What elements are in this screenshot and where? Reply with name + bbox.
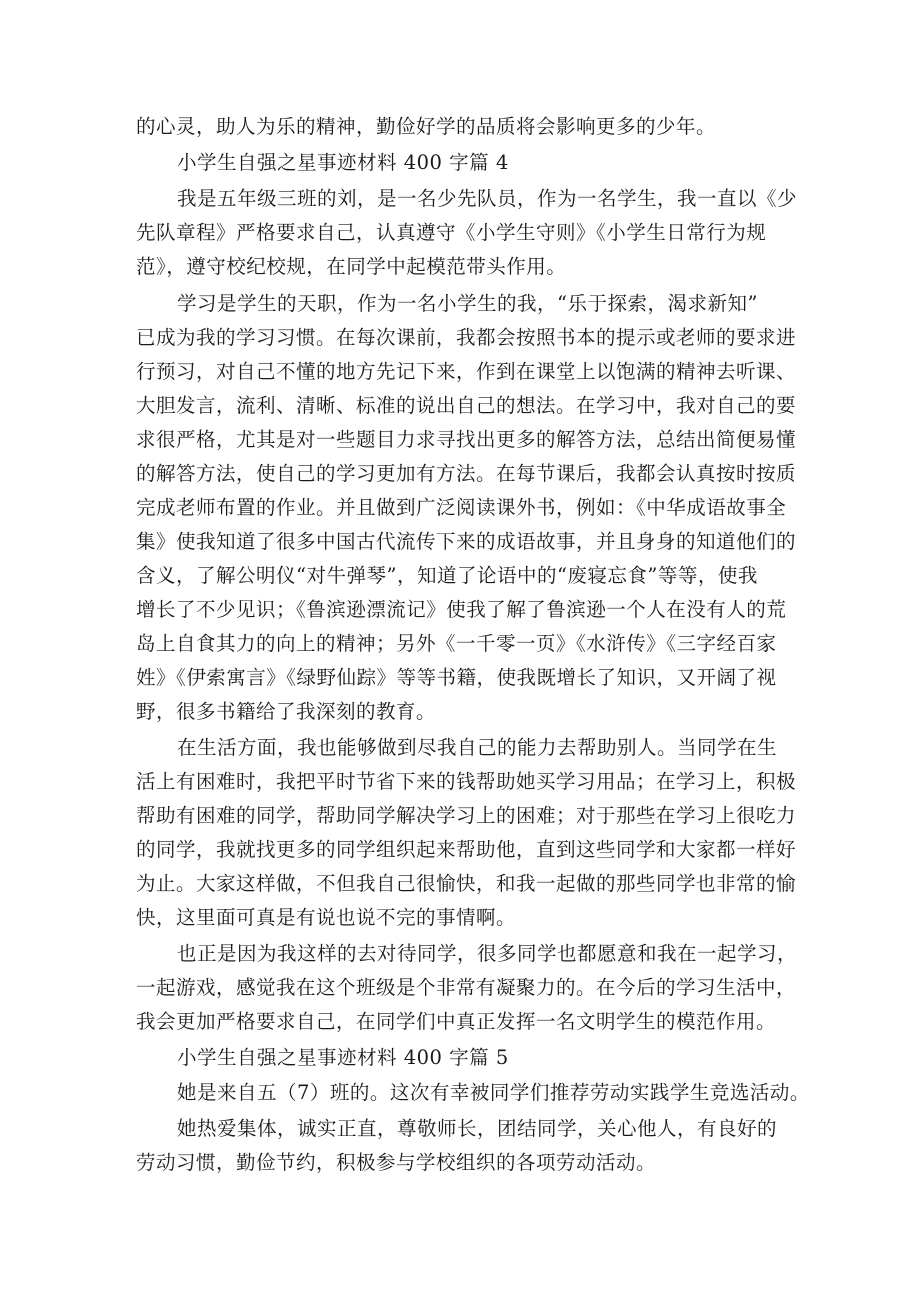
text-line: 活上有困难时，我把平时节省下来的钱帮助她买学习用品；在学习上，积极 [136, 770, 797, 793]
text-line: 先队章程》严格要求自己，认真遵守《小学生守则》《小学生日常行为规 [136, 221, 767, 244]
text-line: 野，很多书籍给了我深刻的教育。 [136, 700, 437, 723]
text-line: 快，这里面可真是有说也说不完的事情啊。 [136, 906, 517, 929]
section-heading: 小学生自强之星事迹材料 400 字篇 4 [177, 151, 509, 174]
section-heading: 小学生自强之星事迹材料 400 字篇 5 [177, 1046, 509, 1069]
text-line: 我是五年级三班的刘，是一名少先队员，作为一名学生，我一直以《少 [177, 187, 798, 210]
text-line: 她是来自五（7）班的。这次有幸被同学们推荐劳动实践学生竞选活动。 [177, 1081, 810, 1104]
text-line: 完成老师布置的作业。并且做到广泛阅读课外书，例如：《中华成语故事全 [136, 496, 787, 519]
text-line: 的同学，我就找更多的同学组织起来帮助他，直到这些同学和大家都一样好 [136, 838, 797, 861]
text-line: 增长了不少见识；《鲁滨逊漂流记》使我了解了鲁滨逊一个人在没有人的荒 [136, 598, 787, 621]
text-line: 她热爱集体，诚实正直，尊敬师长，团结同学，关心他人，有良好的 [177, 1117, 778, 1140]
text-line: 岛上自食其力的向上的精神；另外《一千零一页》《水浒传》《三字经百家 [136, 632, 777, 655]
text-line: 也正是因为我这样的去对待同学，很多同学也都愿意和我在一起学习， [177, 942, 798, 965]
text-line: 集》使我知道了很多中国古代流传下来的成语故事，并且身身的知道他们的 [136, 530, 797, 553]
text-line: 的心灵，助人为乐的精神，勤俭好学的品质将会影响更多的少年。 [136, 115, 717, 138]
text-line: 帮助有困难的同学，帮助同学解决学习上的困难；对于那些在学习上很吃力 [136, 804, 797, 827]
text-line: 的解答方法，使自己的学习更加有方法。在每节课后，我都会认真按时按质 [136, 462, 797, 485]
text-line: 已成为我的学习习惯。在每次课前，我都会按照书本的提示或老师的要求进 [136, 326, 797, 349]
text-line: 一起游戏，感觉我在这个班级是个非常有凝聚力的。在今后的学习生活中， [136, 976, 797, 999]
text-line: 为止。大家这样做，不但我自己很愉快，和我一起做的那些同学也非常的愉 [136, 872, 797, 895]
text-line: 在生活方面，我也能够做到尽我自己的能力去帮助别人。当同学在生 [177, 736, 778, 759]
text-line: 我会更加严格要求自己，在同学们中真正发挥一名文明学生的模范作用。 [136, 1010, 777, 1033]
text-line: 求很严格，尤其是对一些题目力求寻找出更多的解答方法，总结出简便易懂 [136, 428, 797, 451]
text-line: 含义，了解公明仪“对牛弹琴”，知道了论语中的“废寝忘食”等等，使我 [136, 564, 758, 587]
text-line: 姓》《伊索寓言》《绿野仙踪》等等书籍，使我既增长了知识，又开阔了视 [136, 666, 777, 689]
text-line: 行预习，对自己不懂的地方先记下来，作到在课堂上以饱满的精神去听课、 [136, 360, 797, 383]
text-line: 学习是学生的天职，作为一名小学生的我，“乐于探索，渴求新知” [177, 292, 758, 315]
text-line: 范》，遵守校纪校规，在同学中起模范带头作用。 [136, 255, 567, 278]
text-line: 大胆发言，流利、清晰、标准的说出自己的想法。在学习中，我对自己的要 [136, 394, 797, 417]
text-line: 劳动习惯，勤俭节约，积极参与学校组织的各项劳动活动。 [136, 1151, 657, 1174]
